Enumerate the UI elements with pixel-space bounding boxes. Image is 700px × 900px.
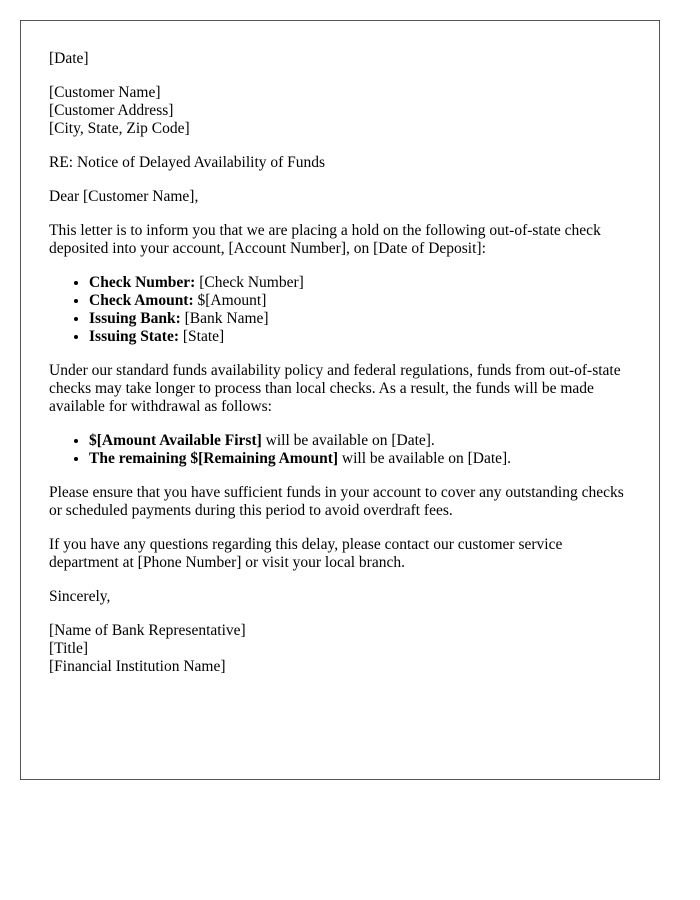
issuing-state-value: [State] (179, 328, 225, 345)
issuing-state-label: Issuing State: (89, 328, 180, 345)
check-number-label: Check Number: (89, 274, 196, 291)
list-item (89, 450, 631, 468)
remaining-amount-label: The remaining $[Remaining Amount] (89, 450, 339, 467)
list-item (89, 432, 631, 450)
recipient-name: [Customer Name] (49, 84, 161, 101)
signature-institution: [Financial Institution Name] (49, 658, 226, 675)
check-amount-label: Check Amount: (89, 292, 194, 309)
list-item (89, 310, 631, 328)
signature-title: [Title] (49, 640, 89, 657)
recipient-city-state-zip: [City, State, Zip Code] (49, 120, 190, 137)
recipient-address: [Customer Address] (49, 102, 174, 119)
salutation: Dear [Customer Name], (49, 188, 199, 205)
issuing-bank-label: Issuing Bank: (89, 310, 181, 327)
first-amount-value: will be available on [Date]. (261, 432, 435, 449)
availability-list (49, 432, 631, 468)
remaining-amount-value: will be available on [Date]. (338, 450, 512, 467)
first-amount-label: $[Amount Available First] (89, 432, 262, 449)
sufficient-funds-paragraph: Please ensure that you have sufficient funds in your account to cover any outstanding checks or scheduled payments during this period to avoid overdraft fees. (49, 484, 624, 519)
issuing-bank-value: [Bank Name] (180, 310, 269, 327)
list-item (89, 274, 631, 292)
check-details-list (49, 274, 631, 346)
closing: Sincerely, (49, 588, 111, 605)
check-number-value: [Check Number] (195, 274, 304, 291)
check-amount-value: $[Amount] (193, 292, 267, 309)
list-item (89, 328, 631, 346)
signature-block (49, 622, 631, 676)
list-item (89, 292, 631, 310)
subject-line: RE: Notice of Delayed Availability of Funds (49, 154, 326, 171)
signature-name: [Name of Bank Representative] (49, 622, 246, 639)
recipient-block (49, 84, 631, 138)
questions-paragraph: If you have any questions regarding this delay, please contact our customer service department at [Phone Number] or visit your local branch. (49, 536, 563, 571)
intro-paragraph: This letter is to inform you that we are placing a hold on the following out-of-state check deposited into your account, [Account Number], on [Date of Deposit]: (49, 222, 601, 257)
letter-page (20, 20, 660, 780)
policy-paragraph: Under our standard funds availability policy and federal regulations, funds from out-of-state checks may take longer to process than local checks. As a result, the funds will be made available for withdrawal as follows: (49, 362, 621, 415)
letter-date: [Date] (49, 50, 89, 67)
